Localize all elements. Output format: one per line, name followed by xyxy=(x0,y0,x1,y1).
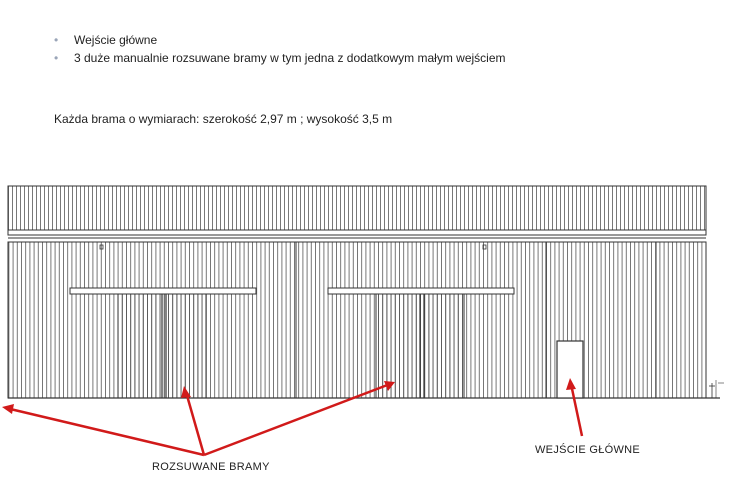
bullet-text: 3 duże manualnie rozsuwane bramy w tym jedna z dodatkowym małym wejściem xyxy=(74,51,506,65)
eave xyxy=(8,230,706,242)
level-marker xyxy=(709,380,724,398)
bullet-text: Wejście główne xyxy=(74,33,158,47)
bullet-icon: • xyxy=(54,33,59,47)
bullet-icon: • xyxy=(54,51,59,65)
wall xyxy=(8,242,720,398)
sliding-gates-label: ROZSUWANE BRAMY xyxy=(152,461,270,473)
main-entrance-label: WEJŚCIE GŁÓWNE xyxy=(535,444,641,456)
gate-dimensions-note: Każda brama o wymiarach: szerokość 2,97 m ; wysokość 3,5 m xyxy=(54,112,393,126)
roof xyxy=(8,186,706,230)
